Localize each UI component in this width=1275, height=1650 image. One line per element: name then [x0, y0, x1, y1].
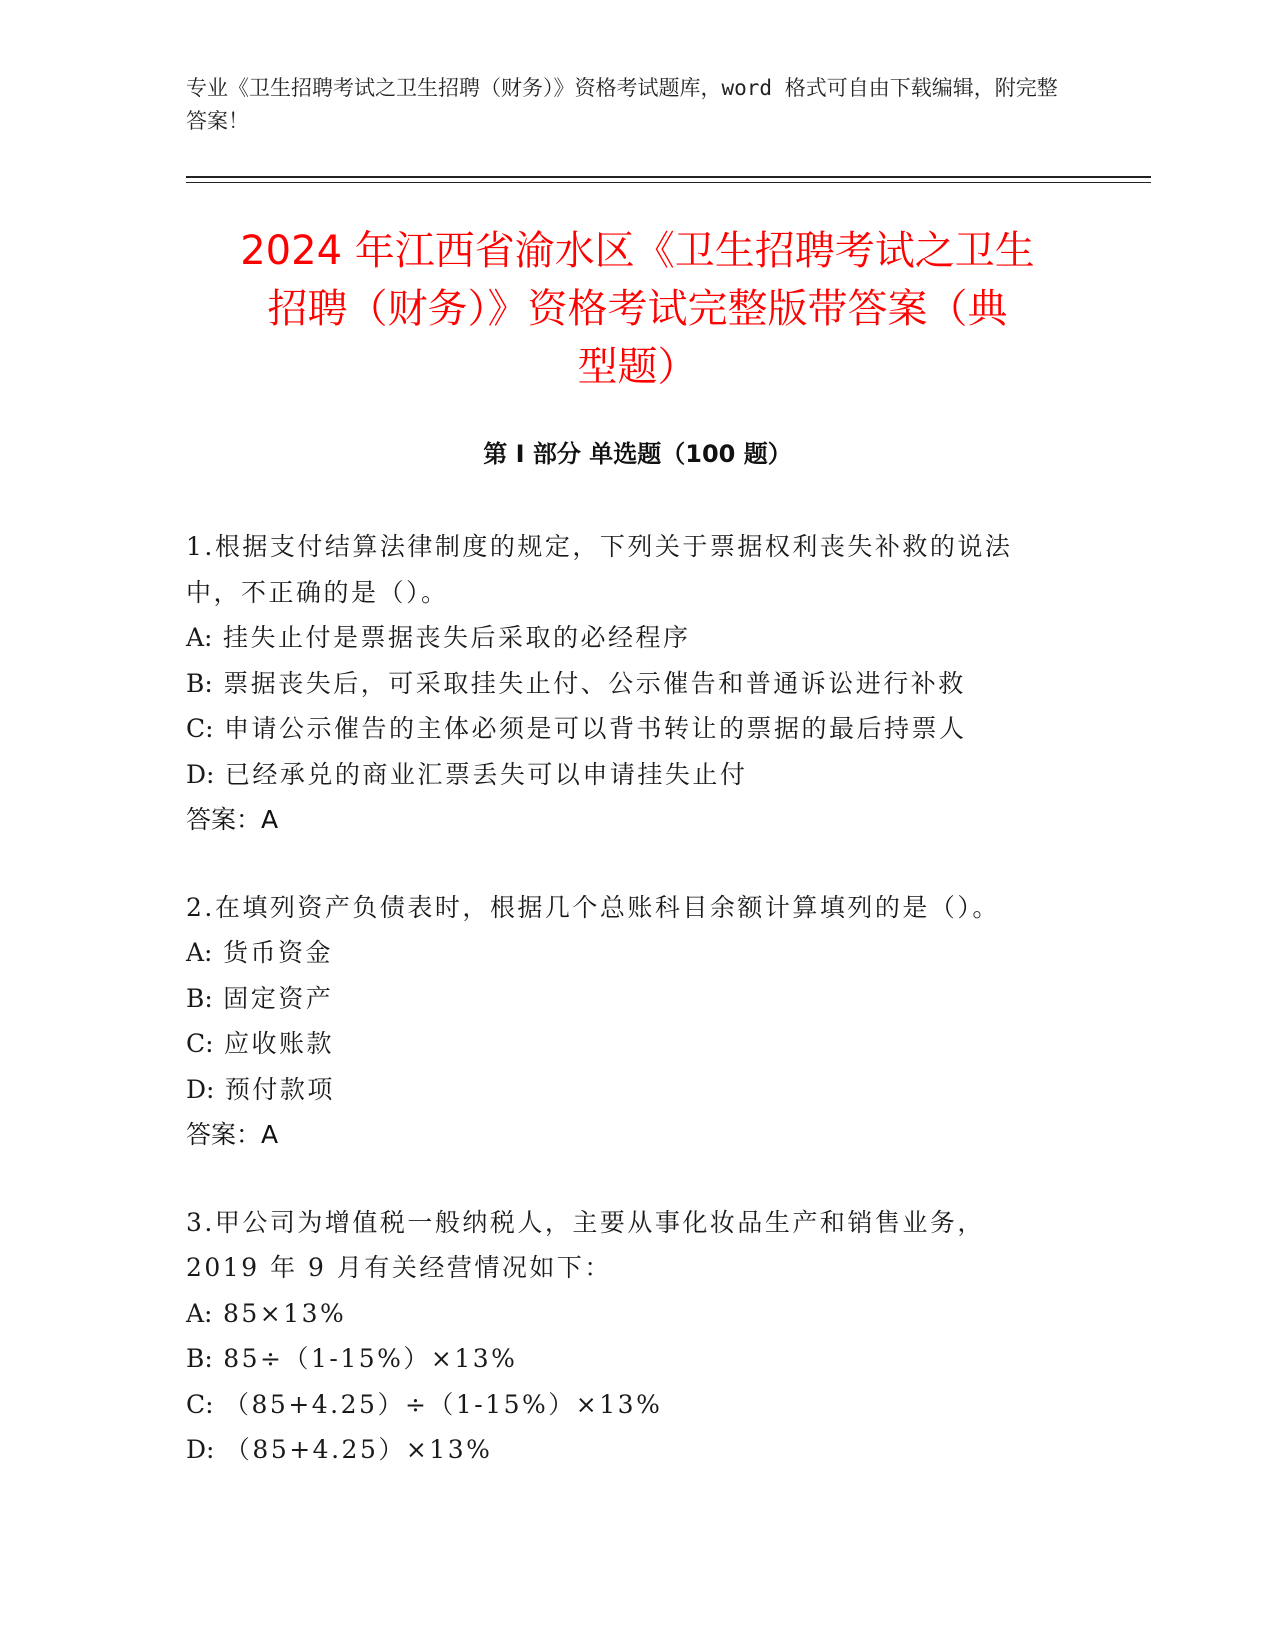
option-a — [186, 615, 1066, 661]
option-text: 申请公示催告的主体必须是可以背书转让的票据的最后持票人 — [224, 714, 967, 743]
option-a — [186, 930, 1066, 976]
option-label: D: — [186, 1435, 215, 1464]
option-label: D: — [186, 1074, 215, 1104]
option-text: 票据丧失后，可采取挂失止付、公示催告和普通诉讼进行补救 — [223, 668, 966, 698]
header-rule-thick — [186, 176, 1151, 178]
option-label: C: — [186, 714, 214, 743]
option-text: （85+4.25）÷（1-15%）×13% — [224, 1389, 663, 1419]
option-b — [186, 661, 1066, 707]
option-c — [186, 1382, 1066, 1428]
option-text: 预付款项 — [224, 1074, 335, 1104]
title-line: 2024 年江西省渝水区《卫生招聘考试之卫生 — [240, 228, 1035, 274]
option-label: C: — [186, 1389, 214, 1419]
document-title — [150, 222, 1125, 396]
question-list — [186, 524, 1066, 1515]
question-stem-line: 2.在填列资产负债表时，根据几个总账科目余额计算填列的是（）。 — [186, 892, 1000, 922]
title-line: 型题） — [577, 344, 698, 390]
option-text: 货币资金 — [222, 938, 333, 967]
option-label: B: — [186, 1344, 213, 1373]
option-d — [186, 752, 1066, 798]
option-c — [186, 1021, 1066, 1067]
option-label: D: — [186, 759, 215, 789]
question-stem-line: 中，不正确的是（）。 — [186, 577, 449, 607]
option-c — [186, 706, 1066, 752]
title-line: 招聘（财务）》资格考试完整版带答案（典 — [267, 286, 1008, 332]
option-label: A: — [186, 623, 213, 652]
option-b — [186, 976, 1066, 1022]
answer-line: 答案：A — [186, 805, 279, 834]
option-text: 85×13% — [222, 1298, 347, 1328]
option-label: C: — [186, 1029, 214, 1058]
option-label: A: — [186, 1298, 213, 1328]
option-text: （85+4.25）×13% — [224, 1435, 493, 1464]
option-b — [186, 1336, 1066, 1382]
option-text: 固定资产 — [223, 983, 334, 1013]
question-stem-line: 2019 年 9 月有关经营情况如下： — [186, 1253, 612, 1282]
option-d — [186, 1427, 1066, 1473]
question-stem-line: 1.根据支付结算法律制度的规定，下列关于票据权利丧失补救的说法 — [186, 532, 1013, 561]
header-note: 专业《卫生招聘考试之卫生招聘（财务）》资格考试题库，word 格式可自由下载编辑，附完整答案！ — [186, 76, 1058, 133]
option-text: 应收账款 — [224, 1029, 335, 1058]
question-1 — [186, 524, 1066, 843]
answer-line: 答案：A — [186, 1120, 279, 1149]
question-3 — [186, 1200, 1066, 1473]
option-text: 已经承兑的商业汇票丢失可以申请挂失止付 — [224, 759, 748, 789]
option-a — [186, 1291, 1066, 1337]
question-2 — [186, 885, 1066, 1158]
question-stem-line: 3.甲公司为增值税一般纳税人，主要从事化妆品生产和销售业务， — [186, 1207, 985, 1237]
option-d — [186, 1067, 1066, 1113]
header-rule-thin — [186, 182, 1151, 183]
section-heading: 第 I 部分 单选题（100 题） — [483, 440, 792, 468]
option-label: A: — [186, 938, 213, 967]
option-text: 挂失止付是票据丧失后采取的必经程序 — [222, 623, 691, 652]
option-text: 85÷（1-15%）×13% — [223, 1344, 518, 1373]
option-label: B: — [186, 983, 213, 1013]
option-label: B: — [186, 668, 213, 698]
